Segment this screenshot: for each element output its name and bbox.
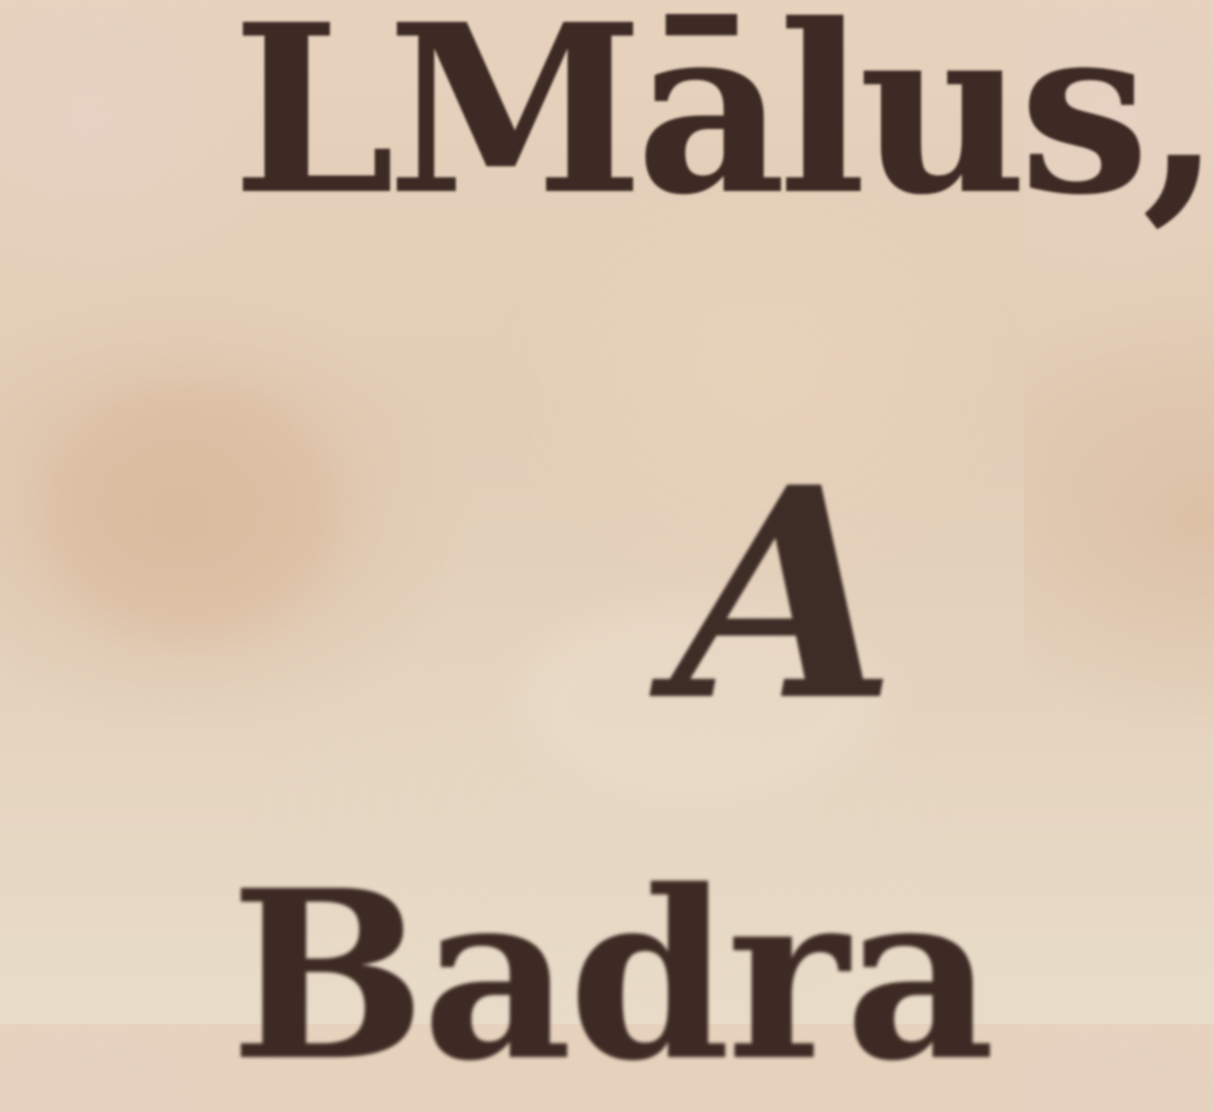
text-line-second: Badra — [230, 839, 992, 1112]
paper-stain — [40, 380, 340, 640]
signature-mark: A — [672, 425, 898, 765]
text-line-first: LMālus, — [232, 0, 1214, 246]
